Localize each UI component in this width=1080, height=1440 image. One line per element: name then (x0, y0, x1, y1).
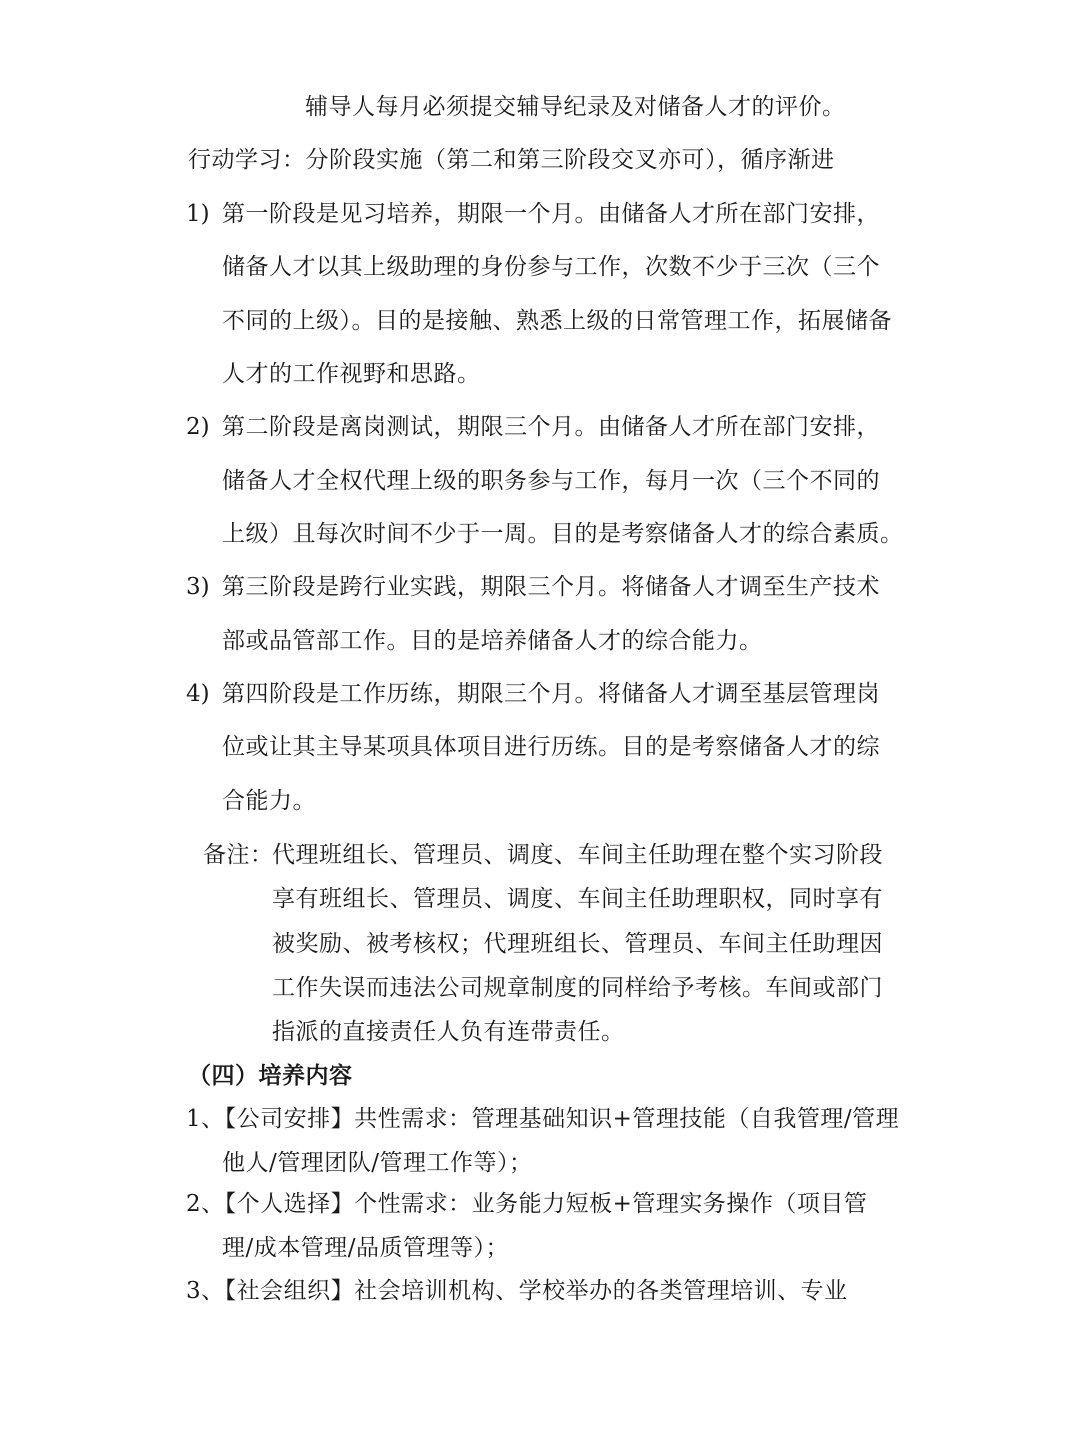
note-line: 被奖励、被考核权；代理班组长、管理员、车间主任助理因 (272, 931, 883, 957)
stage-line: 合能力。 (222, 788, 316, 814)
stage-line: 第一阶段是见习培养，期限一个月。由储备人才所在部门安排， (222, 201, 880, 227)
stage-line: 第二阶段是离岗测试，期限三个月。由储备人才所在部门安排， (222, 414, 880, 440)
section-heading: （四）培养内容 (188, 1062, 353, 1089)
note-line: 工作失误而违法公司规章制度的同样给予考核。车间或部门 (272, 975, 883, 1001)
stage-line: 不同的上级）。目的是接触、熟悉上级的日常管理工作，拓展储备 (222, 308, 892, 334)
intro-line: 辅导人每月必须提交辅导纪录及对储备人才的评价。 (305, 94, 846, 120)
stage-line: 第四阶段是工作历练，期限三个月。将储备人才调至基层管理岗 (222, 681, 880, 707)
note-label: 备注： (203, 842, 274, 868)
stage-number: 3) (186, 574, 210, 600)
stage-number: 1) (186, 201, 210, 227)
stage-number: 4) (186, 681, 210, 707)
content-item-line: 2、【个人选择】个性需求：业务能力短板+管理实务操作（项目管 (186, 1191, 868, 1217)
stage-line: 第三阶段是跨行业实践，期限三个月。将储备人才调至生产技术 (222, 574, 880, 600)
stage-line: 储备人才全权代理上级的职务参与工作，每月一次（三个不同的 (222, 468, 880, 494)
stage-line: 位或让其主导某项具体项目进行历练。目的是考察储备人才的综 (222, 734, 880, 760)
content-item-line: 理/成本管理/品质管理等）； (222, 1235, 509, 1261)
note-line: 指派的直接责任人负有连带责任。 (272, 1019, 625, 1045)
stage-line: 储备人才以其上级助理的身份参与工作，次数不少于三次（三个 (222, 254, 880, 280)
stage-line: 人才的工作视野和思路。 (222, 361, 481, 387)
stage-line: 部或品管部工作。目的是培养储备人才的综合能力。 (222, 628, 763, 654)
note-line: 代理班组长、管理员、调度、车间主任助理在整个实习阶段 (272, 842, 883, 868)
content-item-line: 他人/管理团队/管理工作等）； (222, 1150, 533, 1176)
note-line: 享有班组长、管理员、调度、车间主任助理职权，同时享有 (272, 886, 883, 912)
content-item-line: 1、【公司安排】共性需求：管理基础知识+管理技能（自我管理/管理 (186, 1106, 900, 1132)
stage-line: 上级）且每次时间不少于一周。目的是考察储备人才的综合素质。 (222, 521, 904, 547)
content-item-line: 3、【社会组织】社会培训机构、学校举办的各类管理培训、专业 (186, 1278, 848, 1304)
stage-number: 2) (186, 414, 210, 440)
intro-line: 行动学习：分阶段实施（第二和第三阶段交叉亦可），循序渐进 (188, 147, 835, 173)
